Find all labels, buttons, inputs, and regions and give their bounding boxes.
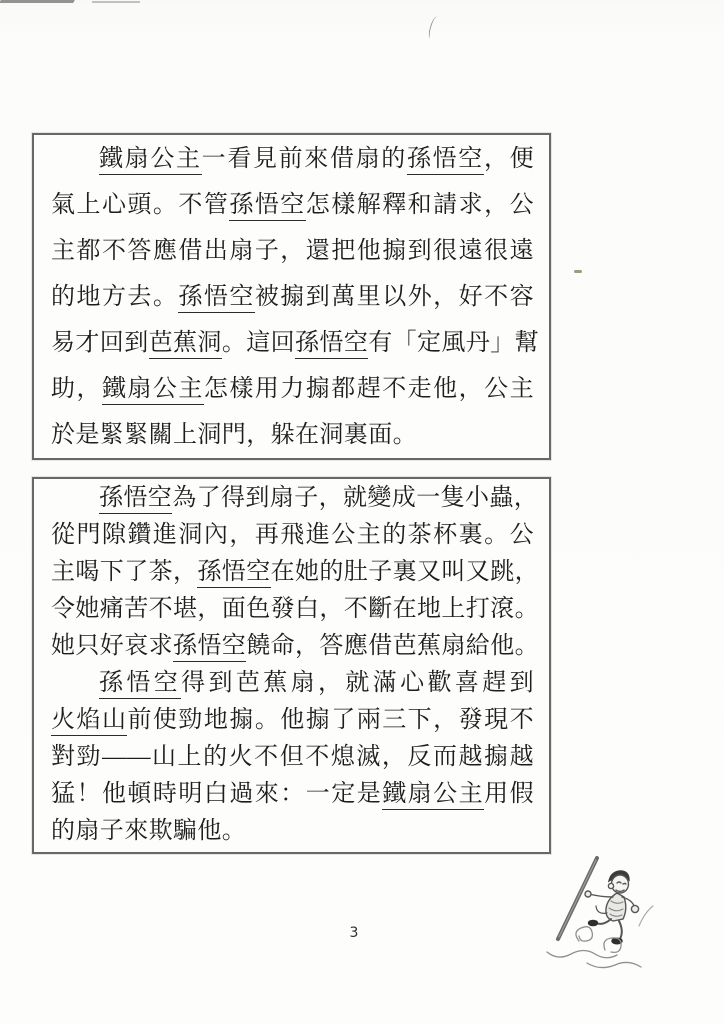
text-run: 的扇子來欺騙他。 — [51, 818, 247, 844]
text-run: 得到芭蕉扇，就滿心歡喜趕到 — [181, 670, 534, 696]
proper-name-underlined: 孫悟空 — [173, 633, 246, 662]
text-line — [51, 517, 534, 554]
text-run: 前使勁地搧。他搧了兩三下，發現不 — [127, 707, 534, 733]
text-line — [51, 813, 534, 850]
text-run: 助， — [51, 376, 102, 402]
proper-name-underlined: 孫悟空 — [178, 284, 254, 313]
text-run: 怎樣解釋和請求，公 — [305, 192, 534, 218]
scan-edge-artifact — [92, 1, 140, 3]
page-number: 3 — [349, 925, 359, 941]
proper-name-underlined: 孫悟空 — [99, 485, 172, 514]
text-run: 有「定風丹」幫 — [368, 330, 540, 356]
text-line — [51, 702, 534, 739]
text-line — [51, 591, 539, 628]
text-run: 主都不答應借出扇子，還把他搧到很遠很遠 — [51, 238, 534, 264]
text-line — [51, 412, 534, 458]
text-run: ，便 — [483, 146, 534, 172]
text-line — [51, 320, 540, 366]
text-run: 令她痛苦不堪，面色發白，不斷在地上打滾。 — [51, 596, 539, 622]
proper-name-underlined: 鐵扇公主 — [99, 146, 202, 175]
proper-name-underlined: 孫悟空 — [99, 670, 181, 699]
text-run: 的地方去。 — [51, 284, 179, 310]
proper-name-underlined: 火焰山 — [51, 707, 127, 736]
scan-edge-artifact — [0, 0, 75, 3]
text-line — [51, 480, 539, 517]
text-run: 一看見前來借扇的 — [201, 146, 407, 172]
text-line — [51, 274, 534, 320]
text-line — [51, 665, 534, 702]
text-line — [51, 554, 540, 591]
text-line — [51, 228, 534, 274]
text-run: 被搧到萬里以外，好不容 — [254, 284, 534, 310]
proper-name-underlined: 孫悟空 — [295, 330, 368, 359]
text-line — [51, 739, 534, 776]
proper-name-underlined: 孫悟空 — [229, 192, 305, 221]
text-run: 猛！他頓時明白過來：一定是 — [51, 781, 383, 807]
proper-name-underlined: 芭蕉洞 — [149, 330, 222, 359]
proper-name-underlined: 孫悟空 — [407, 146, 484, 175]
monkey-king-illustration — [543, 851, 695, 991]
text-line — [51, 628, 540, 665]
text-run: 主喝下了茶， — [51, 559, 198, 585]
text-run: 用假 — [484, 781, 534, 807]
story-paragraph-box-1 — [32, 133, 551, 460]
scan-mark-artifact — [427, 15, 440, 39]
proper-name-underlined: 鐵扇公主 — [382, 781, 484, 810]
text-run: 於是緊緊關上洞門，躲在洞裏面。 — [51, 422, 417, 448]
text-run: 對勁——山上的火不但不熄滅，反而越搧越 — [51, 744, 534, 770]
text-run: 怎樣用力搧都趕不走他，公主 — [203, 376, 534, 402]
text-run: 。這回 — [221, 330, 296, 356]
text-run: 氣上心頭。不管 — [51, 192, 230, 218]
text-run: 饒命，答應借芭蕉扇給他。 — [246, 633, 540, 659]
text-run: 在她的肚子裏又叫又跳， — [270, 559, 540, 585]
proper-name-underlined: 孫悟空 — [197, 559, 270, 588]
text-run: 從門隙鑽進洞內，再飛進公主的茶杯裏。公 — [51, 522, 534, 548]
text-line — [51, 136, 534, 182]
story-paragraph-box-2 — [32, 477, 551, 854]
text-line — [51, 776, 534, 813]
text-run: 易才回到 — [51, 330, 149, 356]
text-line — [51, 366, 534, 412]
text-run: 為了得到扇子，就變成一隻小蟲， — [172, 485, 539, 511]
scan-speck-artifact — [574, 270, 582, 273]
text-line — [51, 182, 534, 228]
proper-name-underlined: 鐵扇公主 — [102, 376, 204, 405]
text-run: 她只好哀求 — [51, 633, 173, 659]
